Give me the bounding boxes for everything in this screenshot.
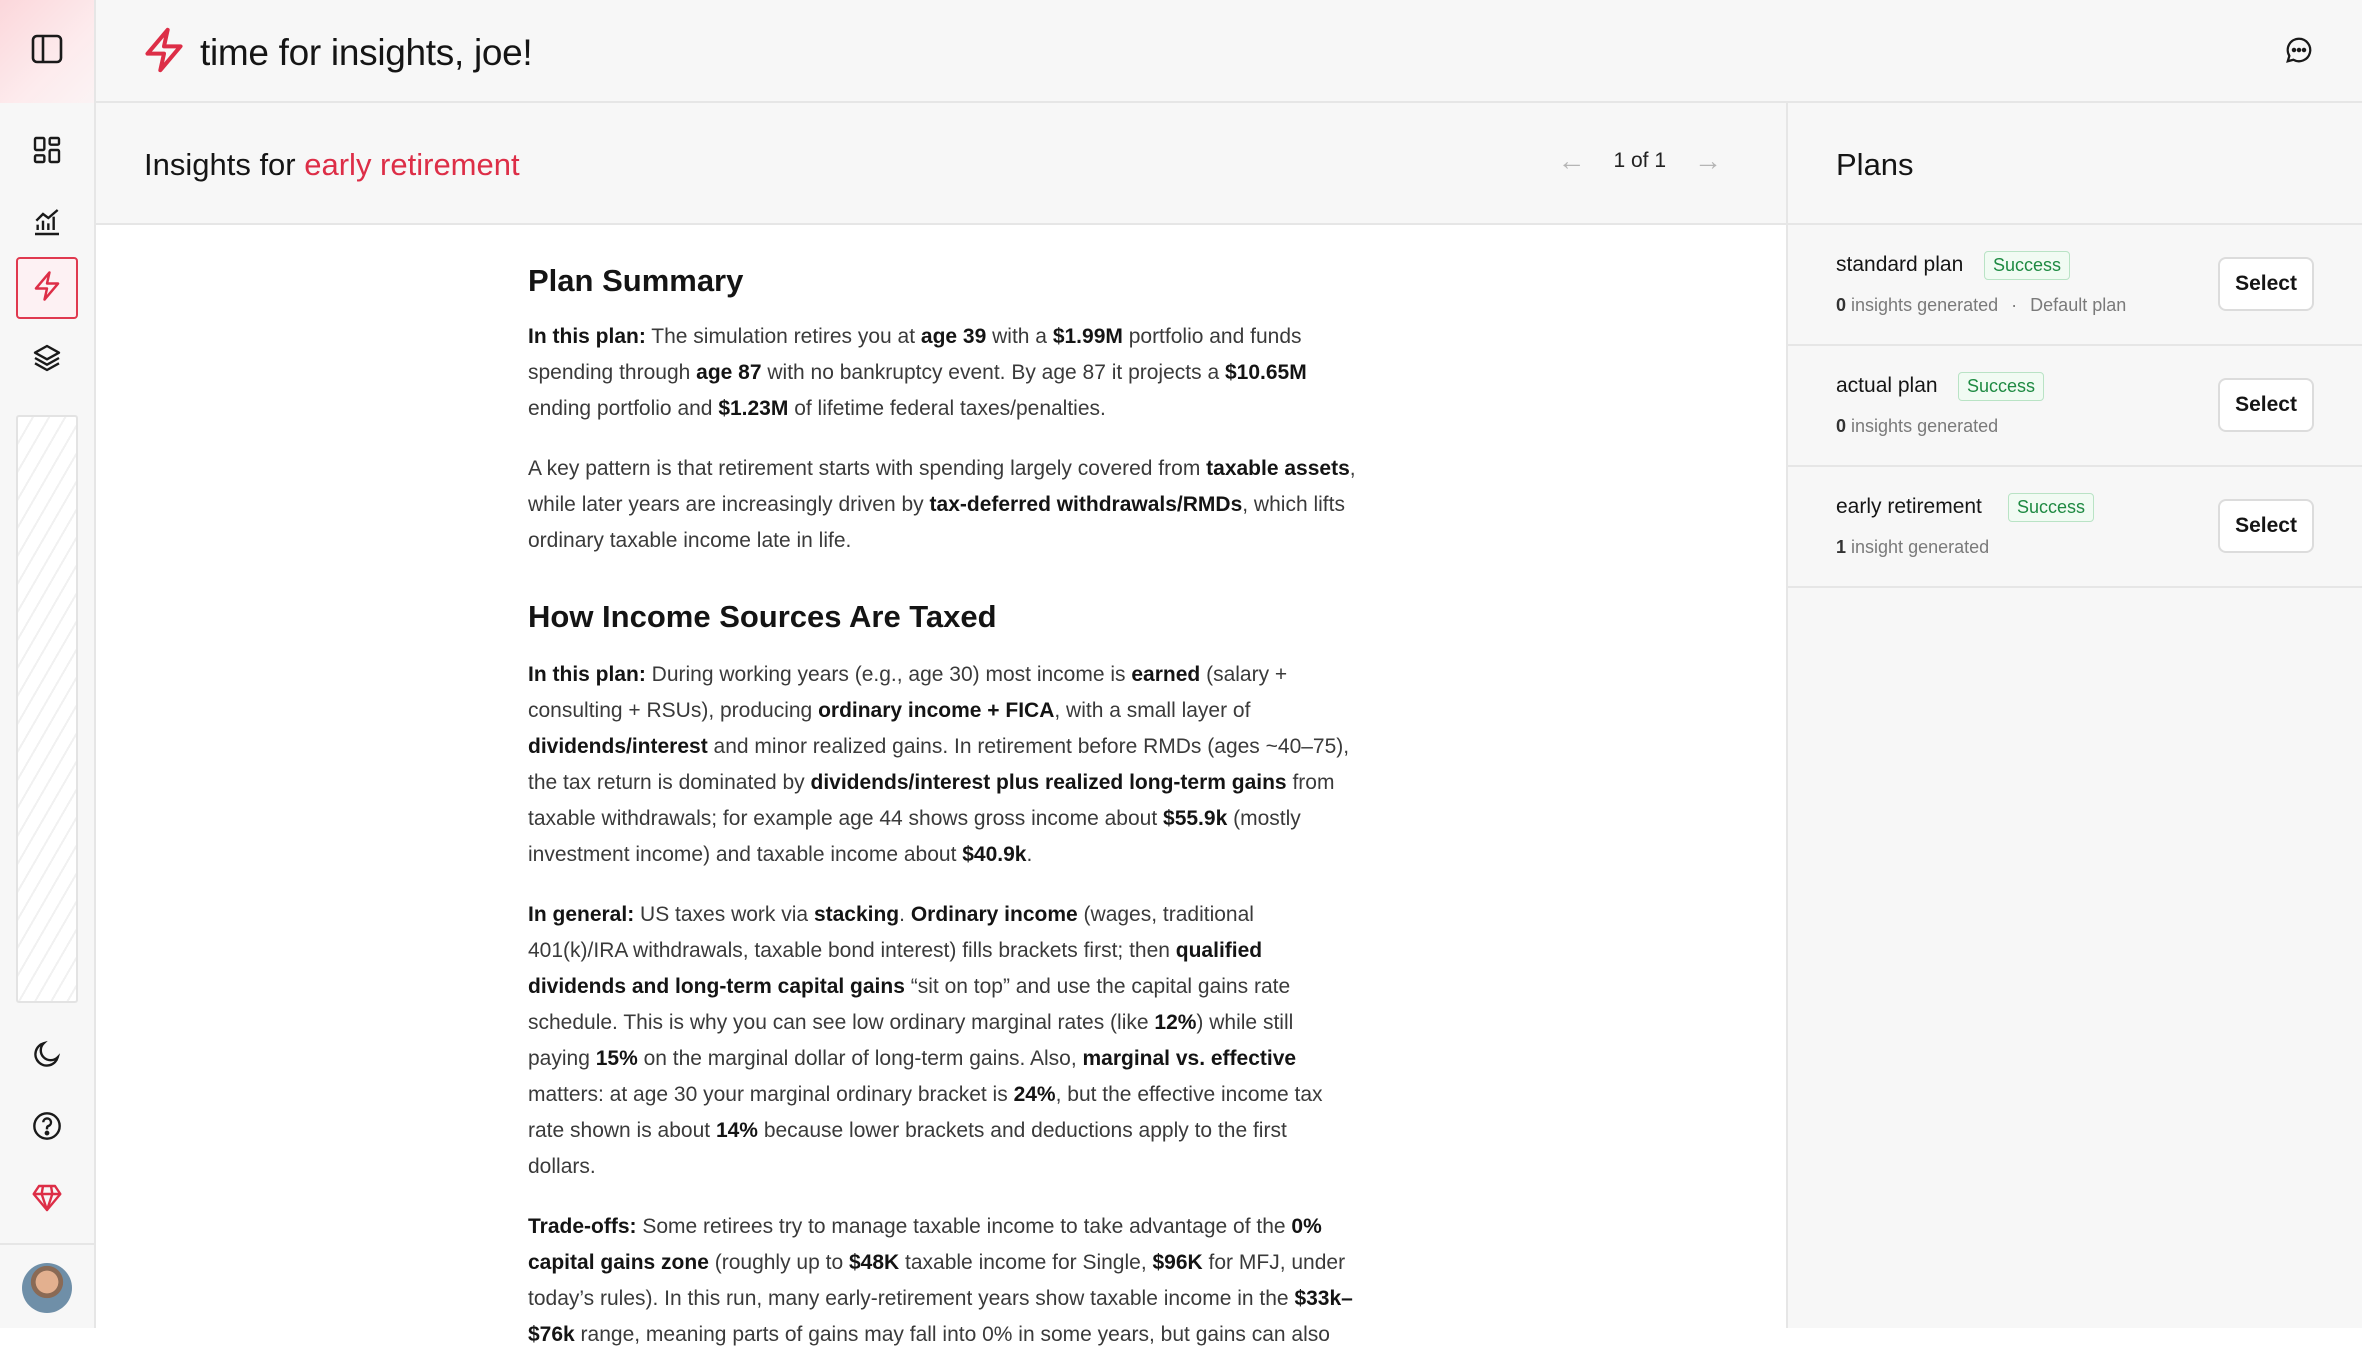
insights-header [96,103,1786,225]
emphasis: $55.9k [1163,807,1228,830]
moon-icon [31,1038,63,1075]
emphasis: $48K [848,1251,900,1274]
plan-meta [1836,295,2126,316]
gem-icon [31,1182,63,1219]
rail-charts-button[interactable] [16,193,78,255]
emphasis: marginal vs. effective [1082,1047,1297,1070]
paragraph: In this plan: During working years (e.g., age 30) most income is earned (salary + consulting + RSUs), producing ordinary income + FICA, with a small layer of dividends/interest and minor realized gains. In retirement before RMDs (ages ~40–75), the tax return is dominated by dividends/interest plus realized long-term gains from taxable withdrawals; for example age 44 shows gross income about $55.9k (mostly investment income) and taxable income about $40.9k. [528,663,1350,866]
emphasis: stacking [813,903,900,926]
chat-bubble-icon [2284,35,2314,70]
previous-arrow-icon[interactable]: ← [1557,145,1586,176]
insight-count-label: insight generated [1851,537,1990,557]
next-arrow-icon[interactable]: → [1694,145,1722,176]
page-title [144,147,520,183]
chart-icon [31,206,63,243]
paragraph: A key pattern is that retirement starts with spending largely covered from taxable assets, while later years are increasingly driven by tax-deferred withdrawals/RMDs, which lifts ordinary taxable income late in life. [528,457,1356,552]
plan-name: actual plan [1836,374,1938,397]
lightning-icon [32,270,62,307]
emphasis: taxable assets [1206,457,1350,480]
emphasis: earned [1131,663,1201,686]
emphasis: dividends/interest [528,735,708,758]
plan-name: standard plan [1836,253,1964,276]
left-rail [0,103,96,1328]
default-plan-label: Default plan [2030,295,2127,315]
emphasis: 12% [1154,1011,1197,1034]
chat-button[interactable] [2282,35,2316,69]
emphasis: In general: [528,903,635,926]
emphasis: age 87 [696,361,762,384]
insight-count-label: insights generated [1851,295,1999,315]
paragraph: In this plan: The simulation retires you at age 39 with a $1.99M portfolio and funds spending through age 87 with no bankruptcy event. By age 87 it projects a $10.65M ending portfolio and $1.23M of lifetime federal taxes/penalties. [528,325,1307,420]
insight-count: 0 [1836,295,1847,315]
emphasis: 14% [715,1119,758,1142]
plans-header [1788,103,2362,225]
emphasis: $10.65M [1224,361,1307,384]
emphasis: $33k–$76k [528,1287,1353,1346]
select-plan-button[interactable]: Select [2218,257,2314,311]
emphasis: $1.23M [718,397,789,420]
plan-row-actual[interactable] [1788,346,2362,467]
plan-row-standard[interactable] [1788,225,2362,346]
emphasis: In this plan: [528,325,646,348]
brand [142,26,532,79]
plan-row-early-retirement[interactable] [1788,467,2362,588]
meta-separator: · [2011,295,2018,315]
help-icon [31,1110,63,1147]
section-heading: How Income Sources Are Taxed [528,599,997,634]
dark-mode-toggle[interactable] [16,1025,78,1087]
paragraph: In general: US taxes work via stacking. Ordinary income (wages, traditional 401(k)/IRA withdrawals, taxable bond interest) fills brackets first; then qualified dividends and long-term capital gains “sit on top” and use the capital gains rate schedule. This is why you can see low ordinary marginal rates (like 12%) while still paying 15% on the marginal dollar of long-term gains. Also, marginal vs. effective matters: at age 30 your marginal ordinary bracket is 24%, but the effective income tax rate shown is about 14% because lower brackets and deductions apply to the first dollars. [528,903,1323,1178]
emphasis: 0% capital gains zone [528,1215,1322,1274]
top-bar [0,0,2362,103]
pager-count: 1 of 1 [1613,149,1666,172]
sidebar-panel-icon [30,32,64,71]
app-title: time for insights, joe! [200,31,533,73]
select-plan-button[interactable]: Select [2218,499,2314,553]
plan-meta [1836,416,1998,437]
paragraph: Trade-offs: Some retirees try to manage taxable income to take advantage of the 0% capital gains zone (roughly up to $48K taxable income for Single, $96K for MFJ, under today’s rules). In this run, many early-retirement years show taxable income in the $33k–$76k range, meaning parts of gains may fall into 0% in some years, but gains can also [528,1215,1353,1346]
page-title-prefix: Insights for [144,147,296,182]
plan-name: early retirement [1836,495,1982,518]
rail-insights-button[interactable] [16,257,78,319]
emphasis: ordinary income + FICA [818,699,1055,722]
insights-content [96,225,1786,1346]
pager [1557,145,1722,176]
section-heading: Plan Summary [528,263,744,298]
select-plan-button[interactable]: Select [2218,378,2314,432]
emphasis: dividends/interest plus realized long-term gains [810,771,1287,794]
emphasis: 15% [595,1047,638,1070]
rail-layers-button[interactable] [16,329,78,391]
emphasis: $1.99M [1052,325,1123,348]
status-badge: Success [2008,493,2094,522]
emphasis: $96K [1152,1251,1203,1274]
insight-count: 0 [1836,416,1847,436]
insight-count: 1 [1836,537,1847,557]
status-badge: Success [1958,372,2044,401]
rail-divider [0,1243,94,1245]
rail-dashboard-button[interactable] [16,121,78,183]
emphasis: In this plan: [528,663,646,686]
plan-meta [1836,537,1989,558]
emphasis: tax-deferred withdrawals/RMDs [929,493,1243,516]
plans-title: Plans [1836,147,1914,182]
emphasis: age 39 [920,325,987,348]
plans-panel [1786,103,2362,1328]
emphasis: 24% [1013,1083,1056,1106]
insight-article [528,225,1358,1353]
dashboard-icon [31,134,63,171]
insight-count-label: insights generated [1851,416,1999,436]
help-button[interactable] [16,1097,78,1159]
status-badge: Success [1984,251,2070,280]
emphasis: Ordinary income [910,903,1078,926]
sidebar-toggle-button[interactable] [0,0,96,103]
emphasis: $40.9k [962,843,1027,866]
emphasis: Trade-offs: [528,1215,637,1238]
upgrade-button[interactable] [16,1169,78,1231]
emphasis: qualified dividends and long-term capital gains [528,939,1263,998]
layers-icon [31,342,63,379]
avatar[interactable] [22,1263,72,1313]
lightning-icon [142,26,186,79]
page-title-plan: early retirement [304,147,520,182]
rail-placeholder-panel [16,415,78,1003]
